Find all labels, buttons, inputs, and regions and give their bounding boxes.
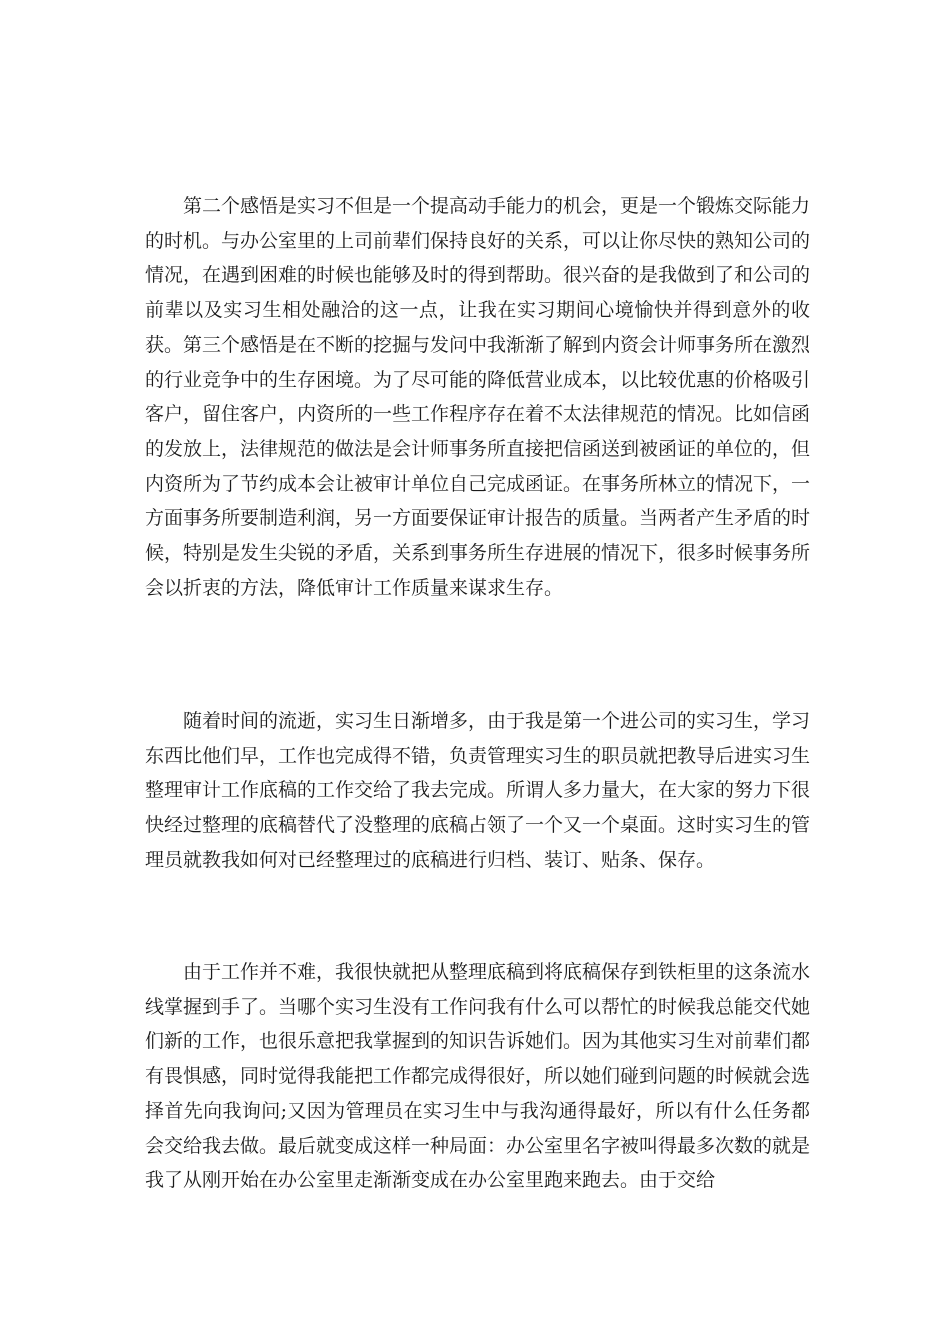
body-paragraph-1: 第二个感悟是实习不但是一个提高动手能力的机会，更是一个锻炼交际能力的时机。与办公室里的上司前辈们保持良好的关系，可以让你尽快的熟知公司的情况，在遇到困难的时候也能够及时的得到帮助。很兴奋的是我做到了和公司的前辈以及实习生相处融洽的这一点，让我在实习期间心境愉快并得到意外的收获。第三个感悟是在不断的挖掘与发问中我渐渐了解到内资会计师事务所在激烈的行业竞争中的生存困境。为了尽可能的降低营业成本，以比较优惠的价格吸引客户，留住客户，内资所的一些工作程序存在着不太法律规范的情况。比如信函的发放上，法律规范的做法是会计师事务所直接把信函送到被函证的单位的，但内资所为了节约成本会让被审计单位自己完成函证。在事务所林立的情况下，一方面事务所要制造利润，另一方面要保证审计报告的质量。当两者产生矛盾的时候，特别是发生尖锐的矛盾，关系到事务所生存进展的情况下，很多时候事务所会以折衷的方法，降低审计工作质量来谋求生存。 [145,195,811,599]
body-paragraph-2: 随着时间的流逝，实习生日渐增多，由于我是第一个进公司的实习生，学习东西比他们早，工作也完成得不错，负责管理实习生的职员就把教导后进实习生整理审计工作底稿的工作交给了我去完成。所谓人多力量大，在大家的努力下很快经过整理的底稿替代了没整理的底稿占领了一个又一个桌面。这时实习生的管理员就教我如何对已经整理过的底稿进行归档、装订、贴条、保存。 [145,710,811,871]
body-paragraph-3: 由于工作并不难，我很快就把从整理底稿到将底稿保存到铁柜里的这条流水线掌握到手了。当哪个实习生没有工作问我有什么可以帮忙的时候我总能交代她们新的工作，也很乐意把我掌握到的知识告诉她们。因为其他实习生对前辈们都有畏惧感，同时觉得我能把工作都完成得很好，所以她们碰到问题的时候就会选择首先向我询问;又因为管理员在实习生中与我沟通得最好，所以有什么任务都会交给我去做。最后就变成这样一种局面：办公室里名字被叫得最多次数的就是我了从刚开始在办公室里走渐渐变成在办公室里跑来跑去。由于交给 [145,961,811,1192]
